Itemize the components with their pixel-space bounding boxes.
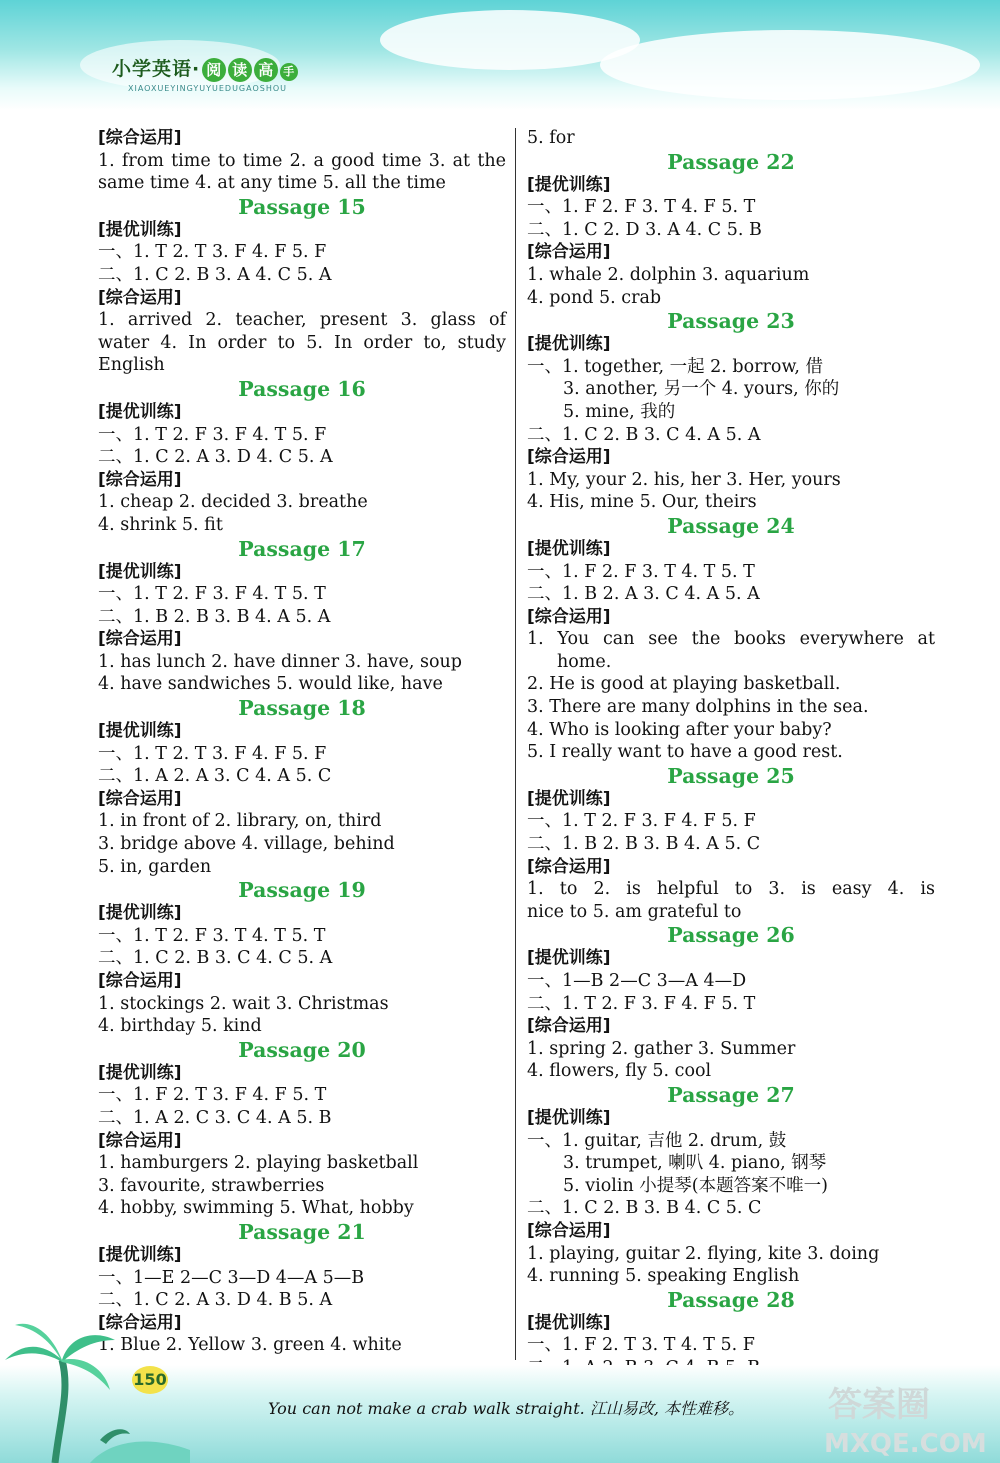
brand-chip: 读	[228, 58, 252, 82]
answer-line: 二、1. C 2. D 3. A 4. C 5. B	[527, 219, 762, 240]
brand-title: 小学英语·	[112, 58, 201, 80]
answer-line: 3. favourite, strawberries	[98, 1175, 325, 1196]
watermark-top-text: 答案圈	[828, 1385, 930, 1425]
answer-line: 1. has lunch 2. have dinner 3. have, soup	[98, 651, 462, 672]
answer-line: 二、1. C 2. B 3. B 4. C 5. C	[527, 1198, 762, 1219]
passage-heading: Passage 27	[667, 1082, 795, 1107]
answer-line: 一、1. T 2. F 3. F 4. F 5. F	[527, 811, 756, 832]
section-label: [综合运用]	[98, 788, 182, 809]
answer-line: 1. playing, guitar 2. flying, kite 3. doing	[527, 1243, 880, 1264]
cloud-decoration	[600, 30, 980, 100]
answer-line: 二、1. C 2. A 3. D 4. B 5. A	[98, 1290, 333, 1311]
answer-line: water 4. In order to 5. In order to, study	[98, 332, 506, 353]
answer-line: 1. You can see the books everywhere at home.	[527, 629, 935, 672]
section-label: [综合运用]	[98, 629, 182, 650]
brand-chip: 阅	[202, 58, 226, 82]
answer-line: 4. running 5. speaking English	[527, 1266, 800, 1287]
brand-pinyin: XIAOXUEYINGYUYUEDUGAOSHOU	[128, 84, 288, 93]
section-label: [综合运用]	[527, 606, 611, 627]
answer-line: 4. birthday 5. kind	[98, 1016, 262, 1037]
section-label: [提优训练]	[527, 334, 611, 355]
answer-line: 二、1. C 2. B 3. A 4. C 5. A	[98, 264, 332, 285]
answer-line: 1. in front of 2. library, on, third	[98, 811, 382, 832]
answer-line: 1. whale 2. dolphin 3. aquarium	[527, 264, 810, 285]
answer-line: 1. My, your 2. his, her 3. Her, yours	[527, 469, 841, 490]
watermark-bottom-text: MXQE.COM	[824, 1429, 987, 1459]
footer-motto: You can not make a crab walk straight. 江山易改, 本性难移。	[268, 1399, 745, 1418]
answer-line: 3. trumpet, 喇叭 4. piano, 钢琴	[563, 1153, 827, 1174]
passage-heading: Passage 25	[667, 763, 795, 788]
answer-line: 二、1. A 2. C 3. C 4. A 5. B	[98, 1107, 332, 1128]
answer-line: 一、1. T 2. T 3. F 4. F 5. F	[98, 743, 327, 764]
answer-line: 一、1—E 2—C 3—D 4—A 5—B	[98, 1267, 365, 1288]
answer-line: 5. in, garden	[98, 856, 212, 877]
answer-line: 一、1. F 2. F 3. T 4. T 5. T	[527, 561, 755, 582]
answer-line: 1. Blue 2. Yellow 3. green 4. white	[98, 1335, 402, 1356]
column-divider	[515, 128, 516, 1360]
answer-line: 1. stockings 2. wait 3. Christmas	[98, 993, 389, 1014]
section-label: [提优训练]	[98, 1244, 182, 1265]
section-label: [综合运用]	[98, 469, 182, 490]
answer-line: 一、1. T 2. F 3. F 4. T 5. T	[98, 584, 326, 605]
answer-line: 1. cheap 2. decided 3. breathe	[98, 492, 368, 513]
answer-line: 一、1. together, 一起 2. borrow, 借	[527, 356, 823, 377]
answer-line: 3. bridge above 4. village, behind	[98, 834, 395, 855]
answer-line: 1. hamburgers 2. playing basketball	[98, 1153, 419, 1174]
brand-chip: 手	[280, 63, 298, 81]
answer-line: 5. mine, 我的	[563, 401, 676, 422]
answer-line: 4. hobby, swimming 5. What, hobby	[98, 1198, 414, 1219]
section-label: [提优训练]	[98, 721, 182, 742]
section-label: [提优训练]	[98, 219, 182, 240]
section-label: [综合运用]	[98, 971, 182, 991]
answer-line: 一、1—B 2—C 3—A 4—D	[527, 971, 747, 991]
answer-line: 二、1. A 2. A 3. C 4. A 5. C	[98, 766, 332, 787]
section-label: [提优训练]	[527, 1107, 611, 1128]
section-label: [提优训练]	[527, 1312, 611, 1333]
passage-heading: Passage 28	[667, 1287, 795, 1312]
answer-line: 4. pond 5. crab	[527, 287, 662, 308]
page-number: 150	[132, 1366, 168, 1394]
answer-column-right	[527, 127, 935, 1380]
answer-line: 二、1. C 2. A 3. D 4. C 5. A	[98, 447, 333, 468]
answer-line: 二、1. T 2. F 3. F 4. F 5. T	[527, 993, 756, 1014]
answer-line: 3. There are many dolphins in the sea.	[527, 697, 869, 718]
section-label: [综合运用]	[98, 1312, 182, 1333]
section-label: [提优训练]	[527, 174, 611, 195]
answer-line: 5. I really want to have a good rest.	[527, 742, 843, 763]
answer-line: 二、1. B 2. B 3. B 4. A 5. A	[98, 606, 331, 627]
answer-line: 4. His, mine 5. Our, theirs	[527, 492, 757, 513]
answer-line: 3. another, 另一个 4. yours, 你的	[563, 379, 840, 400]
answer-line: 5. violin 小提琴(本题答案不唯一)	[563, 1175, 828, 1196]
answer-line: 4. flowers, fly 5. cool	[527, 1061, 712, 1082]
section-label: [提优训练]	[527, 948, 611, 969]
answer-line: 4. Who is looking after your baby?	[527, 719, 832, 740]
passage-heading: Passage 20	[238, 1037, 366, 1062]
passage-heading: Passage 19	[238, 878, 366, 903]
passage-heading: Passage 15	[238, 194, 366, 219]
passage-heading: Passage 22	[667, 149, 795, 174]
section-label: [综合运用]	[527, 242, 611, 263]
passage-heading: Passage 16	[238, 376, 366, 401]
brand-chip: 高	[254, 58, 278, 82]
answer-line: 一、1. T 2. F 3. T 4. T 5. T	[98, 925, 326, 946]
answer-line: 二、1. C 2. B 3. C 4. C 5. A	[98, 948, 333, 969]
answer-line: 1. to 2. is helpful to 3. is easy 4. is	[527, 879, 935, 900]
section-label: [提优训练]	[527, 538, 611, 559]
answer-line: 5. for	[527, 128, 575, 148]
section-label: [综合运用]	[527, 856, 611, 877]
section-label: [综合运用]	[98, 287, 182, 308]
site-watermark-logo	[820, 1372, 995, 1460]
answer-line: 一、1. F 2. F 3. T 4. F 5. T	[527, 197, 756, 218]
passage-heading: Passage 24	[667, 513, 795, 538]
answer-line: 1. from time to time 2. a good time 3. at the	[98, 150, 506, 171]
answer-line: 一、1. T 2. T 3. F 4. F 5. F	[98, 242, 327, 263]
answer-line: English	[98, 355, 165, 376]
section-label: [提优训练]	[98, 401, 182, 422]
section-label: [提优训练]	[98, 903, 182, 924]
section-label: [提优训练]	[527, 788, 611, 809]
answer-line: 一、1. F 2. T 3. T 4. T 5. F	[527, 1335, 755, 1356]
answer-line: 二、1. B 2. B 3. B 4. A 5. C	[527, 834, 761, 855]
book-logo	[112, 54, 298, 82]
answer-line: 1. arrived 2. teacher, present 3. glass of	[98, 310, 506, 331]
answer-line: 1. spring 2. gather 3. Summer	[527, 1038, 796, 1059]
answer-line: 一、1. T 2. F 3. F 4. T 5. F	[98, 424, 327, 445]
answer-line: nice to 5. am grateful to	[527, 901, 742, 922]
passage-heading: Passage 21	[238, 1219, 366, 1244]
answer-line: 二、1. C 2. B 3. C 4. A 5. A	[527, 424, 761, 445]
answer-line: 4. shrink 5. fit	[98, 514, 223, 535]
passage-heading: Passage 18	[238, 696, 366, 721]
answer-line: 2. He is good at playing basketball.	[527, 674, 841, 695]
answer-line: 一、1. F 2. T 3. F 4. F 5. T	[98, 1085, 327, 1106]
section-label: [综合运用]	[98, 1130, 182, 1151]
section-label: [提优训练]	[98, 561, 182, 582]
section-label: [综合运用]	[527, 447, 611, 468]
section-label: [提优训练]	[98, 1062, 182, 1083]
answer-column-left	[98, 127, 506, 1357]
answer-line: 一、1. guitar, 吉他 2. drum, 鼓	[527, 1130, 787, 1151]
passage-heading: Passage 23	[667, 309, 795, 334]
answer-line: 4. have sandwiches 5. would like, have	[98, 674, 443, 695]
section-label: [综合运用]	[527, 1220, 611, 1241]
section-label: [综合运用]	[527, 1016, 611, 1037]
passage-heading: Passage 17	[238, 536, 366, 561]
answer-line: same time 4. at any time 5. all the time	[98, 173, 446, 194]
answer-line: 二、1. B 2. A 3. C 4. A 5. A	[527, 584, 760, 605]
section-label: [综合运用]	[98, 128, 182, 148]
passage-heading: Passage 26	[667, 923, 795, 948]
